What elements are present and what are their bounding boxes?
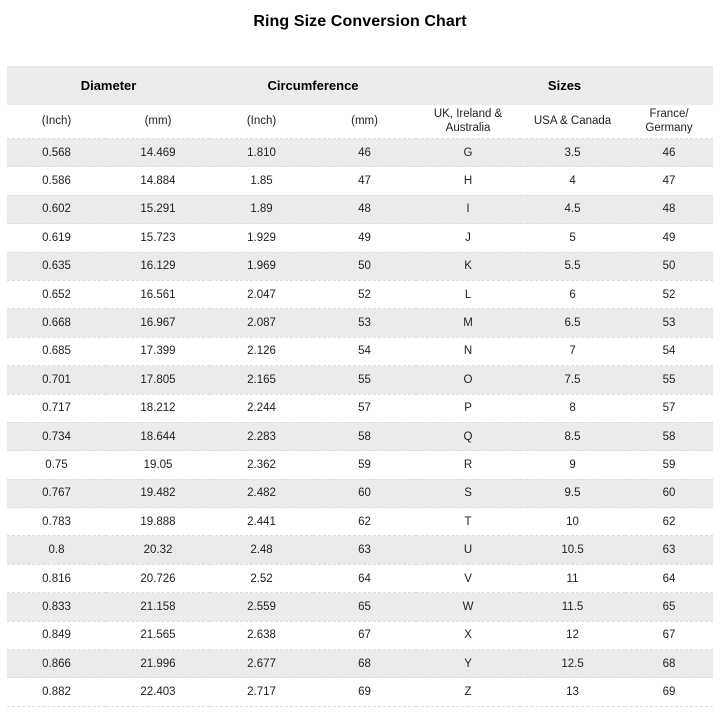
- table-cell: 58: [625, 422, 713, 450]
- table-cell: 1.969: [210, 252, 313, 280]
- table-cell: G: [416, 139, 520, 167]
- column-header-france-germany: France/ Germany: [645, 107, 693, 135]
- table-cell: 8: [520, 394, 625, 422]
- table-cell: 2.087: [210, 309, 313, 337]
- table-cell: 65: [625, 593, 713, 621]
- table-cell: 0.816: [7, 564, 106, 592]
- table-cell: P: [416, 394, 520, 422]
- table-row: [7, 479, 713, 507]
- table-cell: 49: [625, 224, 713, 252]
- table-cell: 14.469: [106, 139, 210, 167]
- table-cell: 67: [625, 621, 713, 649]
- table-cell: 11: [520, 564, 625, 592]
- table-cell: 5.5: [520, 252, 625, 280]
- table-cell: I: [416, 195, 520, 223]
- table-cell: 0.586: [7, 167, 106, 195]
- table-cell: 0.652: [7, 280, 106, 308]
- table-cell: 0.8: [7, 536, 106, 564]
- table-cell: S: [416, 479, 520, 507]
- table-cell: 69: [313, 678, 416, 706]
- table-row: [7, 536, 713, 564]
- table-cell: 10: [520, 508, 625, 536]
- column-header-usa-canada: USA & Canada: [533, 115, 612, 128]
- table-cell: 57: [625, 394, 713, 422]
- table-row: [7, 195, 713, 223]
- table-cell: 4.5: [520, 195, 625, 223]
- table-cell: 48: [313, 195, 416, 223]
- table-cell: 2.638: [210, 621, 313, 649]
- table-cell: 49: [313, 224, 416, 252]
- table-cell: 6.5: [520, 309, 625, 337]
- table-subheader-row: [7, 105, 713, 139]
- table-cell: 0.685: [7, 337, 106, 365]
- table-cell: 0.767: [7, 479, 106, 507]
- table-cell: 55: [313, 366, 416, 394]
- column-group-diameter: Diameter: [80, 78, 137, 94]
- table-cell: 2.717: [210, 678, 313, 706]
- table-cell: 12: [520, 621, 625, 649]
- table-cell: W: [416, 593, 520, 621]
- table-cell: 8.5: [520, 422, 625, 450]
- table-row: [7, 280, 713, 308]
- table-cell: 3.5: [520, 139, 625, 167]
- table-cell: Y: [416, 650, 520, 678]
- table-cell: 4: [520, 167, 625, 195]
- table-cell: 69: [625, 678, 713, 706]
- table-cell: 21.158: [106, 593, 210, 621]
- table-cell: 58: [313, 422, 416, 450]
- table-row: [7, 167, 713, 195]
- table-cell: 0.833: [7, 593, 106, 621]
- table-cell: 52: [625, 280, 713, 308]
- table-cell: 10.5: [520, 536, 625, 564]
- table-cell: R: [416, 451, 520, 479]
- table-cell: 1.810: [210, 139, 313, 167]
- table-cell: 2.677: [210, 650, 313, 678]
- table-group-header-row: [7, 67, 713, 105]
- table-cell: 13: [520, 678, 625, 706]
- table-cell: 2.441: [210, 508, 313, 536]
- table-cell: 2.165: [210, 366, 313, 394]
- column-header-diameter-inch: (Inch): [41, 115, 72, 128]
- table-cell: 20.32: [106, 536, 210, 564]
- table-cell: X: [416, 621, 520, 649]
- table-cell: 2.482: [210, 479, 313, 507]
- table-cell: 21.996: [106, 650, 210, 678]
- table-cell: 68: [625, 650, 713, 678]
- table-cell: 0.75: [7, 451, 106, 479]
- table-cell: 2.126: [210, 337, 313, 365]
- table-cell: 15.723: [106, 224, 210, 252]
- table-cell: 52: [313, 280, 416, 308]
- table-cell: 20.726: [106, 564, 210, 592]
- table-cell: 16.561: [106, 280, 210, 308]
- table-row: [7, 564, 713, 592]
- column-header-circumference-inch: (Inch): [246, 115, 277, 128]
- table-row: [7, 422, 713, 450]
- table-cell: 2.48: [210, 536, 313, 564]
- table-cell: 2.362: [210, 451, 313, 479]
- table-cell: 0.882: [7, 678, 106, 706]
- table-cell: Z: [416, 678, 520, 706]
- table-row: [7, 309, 713, 337]
- table-cell: 18.212: [106, 394, 210, 422]
- table-row: [7, 650, 713, 678]
- table-cell: 1.85: [210, 167, 313, 195]
- table-cell: 59: [625, 451, 713, 479]
- table-cell: 47: [313, 167, 416, 195]
- table-cell: Q: [416, 422, 520, 450]
- table-row: [7, 252, 713, 280]
- table-cell: K: [416, 252, 520, 280]
- table-row: [7, 224, 713, 252]
- page-title: Ring Size Conversion Chart: [253, 13, 467, 30]
- table-cell: 16.967: [106, 309, 210, 337]
- table-row: [7, 593, 713, 621]
- table-cell: H: [416, 167, 520, 195]
- table-row: [7, 139, 713, 167]
- table-cell: 60: [313, 479, 416, 507]
- table-cell: L: [416, 280, 520, 308]
- table-cell: 0.701: [7, 366, 106, 394]
- table-cell: 1.929: [210, 224, 313, 252]
- table-cell: 11.5: [520, 593, 625, 621]
- table-cell: T: [416, 508, 520, 536]
- table-cell: 6: [520, 280, 625, 308]
- table-cell: V: [416, 564, 520, 592]
- ring-size-conversion-page: [0, 12, 720, 720]
- table-cell: 59: [313, 451, 416, 479]
- table-cell: 0.602: [7, 195, 106, 223]
- table-cell: 16.129: [106, 252, 210, 280]
- table-row: [7, 508, 713, 536]
- table-cell: 17.399: [106, 337, 210, 365]
- table-cell: 54: [313, 337, 416, 365]
- table-cell: 19.888: [106, 508, 210, 536]
- table-cell: 62: [625, 508, 713, 536]
- table-body: [7, 139, 713, 707]
- table-cell: 47: [625, 167, 713, 195]
- table-cell: 7: [520, 337, 625, 365]
- table-cell: 0.635: [7, 252, 106, 280]
- table-cell: 19.482: [106, 479, 210, 507]
- table-row: [7, 337, 713, 365]
- table-cell: 19.05: [106, 451, 210, 479]
- table-cell: J: [416, 224, 520, 252]
- table-cell: 46: [313, 139, 416, 167]
- column-header-circumference-mm: (mm): [351, 115, 378, 128]
- table-cell: 2.283: [210, 422, 313, 450]
- table-cell: 0.717: [7, 394, 106, 422]
- table-cell: 67: [313, 621, 416, 649]
- table-cell: 2.244: [210, 394, 313, 422]
- table-row: [7, 621, 713, 649]
- table-cell: 0.568: [7, 139, 106, 167]
- table-cell: 17.805: [106, 366, 210, 394]
- table-cell: 65: [313, 593, 416, 621]
- column-group-sizes: Sizes: [547, 78, 582, 94]
- table-cell: 15.291: [106, 195, 210, 223]
- table-header: [7, 67, 713, 139]
- table-cell: 57: [313, 394, 416, 422]
- table-cell: 22.403: [106, 678, 210, 706]
- table-cell: 9: [520, 451, 625, 479]
- table-cell: 63: [313, 536, 416, 564]
- table-cell: 53: [313, 309, 416, 337]
- table-row: [7, 678, 713, 706]
- table-cell: 0.849: [7, 621, 106, 649]
- table-cell: 2.559: [210, 593, 313, 621]
- table-cell: 2.047: [210, 280, 313, 308]
- table-cell: 5: [520, 224, 625, 252]
- table-cell: 14.884: [106, 167, 210, 195]
- table-cell: 18.644: [106, 422, 210, 450]
- table-cell: 21.565: [106, 621, 210, 649]
- table-cell: M: [416, 309, 520, 337]
- table-cell: 54: [625, 337, 713, 365]
- table-cell: 1.89: [210, 195, 313, 223]
- column-group-circumference: Circumference: [267, 78, 359, 94]
- table-cell: 62: [313, 508, 416, 536]
- table-cell: 60: [625, 479, 713, 507]
- column-header-diameter-mm: (mm): [144, 115, 172, 128]
- table-cell: 0.668: [7, 309, 106, 337]
- table-row: [7, 366, 713, 394]
- table-cell: 64: [625, 564, 713, 592]
- table-cell: 0.734: [7, 422, 106, 450]
- table-cell: 9.5: [520, 479, 625, 507]
- table-cell: 12.5: [520, 650, 625, 678]
- table-row: [7, 394, 713, 422]
- table-cell: 50: [313, 252, 416, 280]
- table-cell: 48: [625, 195, 713, 223]
- column-header-uk-ireland-australia: UK, Ireland & Australia: [433, 107, 503, 135]
- ring-size-table: [7, 66, 713, 707]
- table-cell: 50: [625, 252, 713, 280]
- table-cell: 2.52: [210, 564, 313, 592]
- table-row: [7, 451, 713, 479]
- table-cell: 63: [625, 536, 713, 564]
- table-cell: 46: [625, 139, 713, 167]
- table-cell: 64: [313, 564, 416, 592]
- table-cell: 68: [313, 650, 416, 678]
- table-cell: U: [416, 536, 520, 564]
- table-cell: 7.5: [520, 366, 625, 394]
- table-cell: 0.783: [7, 508, 106, 536]
- table-cell: 53: [625, 309, 713, 337]
- table-cell: N: [416, 337, 520, 365]
- table-cell: 0.866: [7, 650, 106, 678]
- table-cell: 0.619: [7, 224, 106, 252]
- table-cell: O: [416, 366, 520, 394]
- table-cell: 55: [625, 366, 713, 394]
